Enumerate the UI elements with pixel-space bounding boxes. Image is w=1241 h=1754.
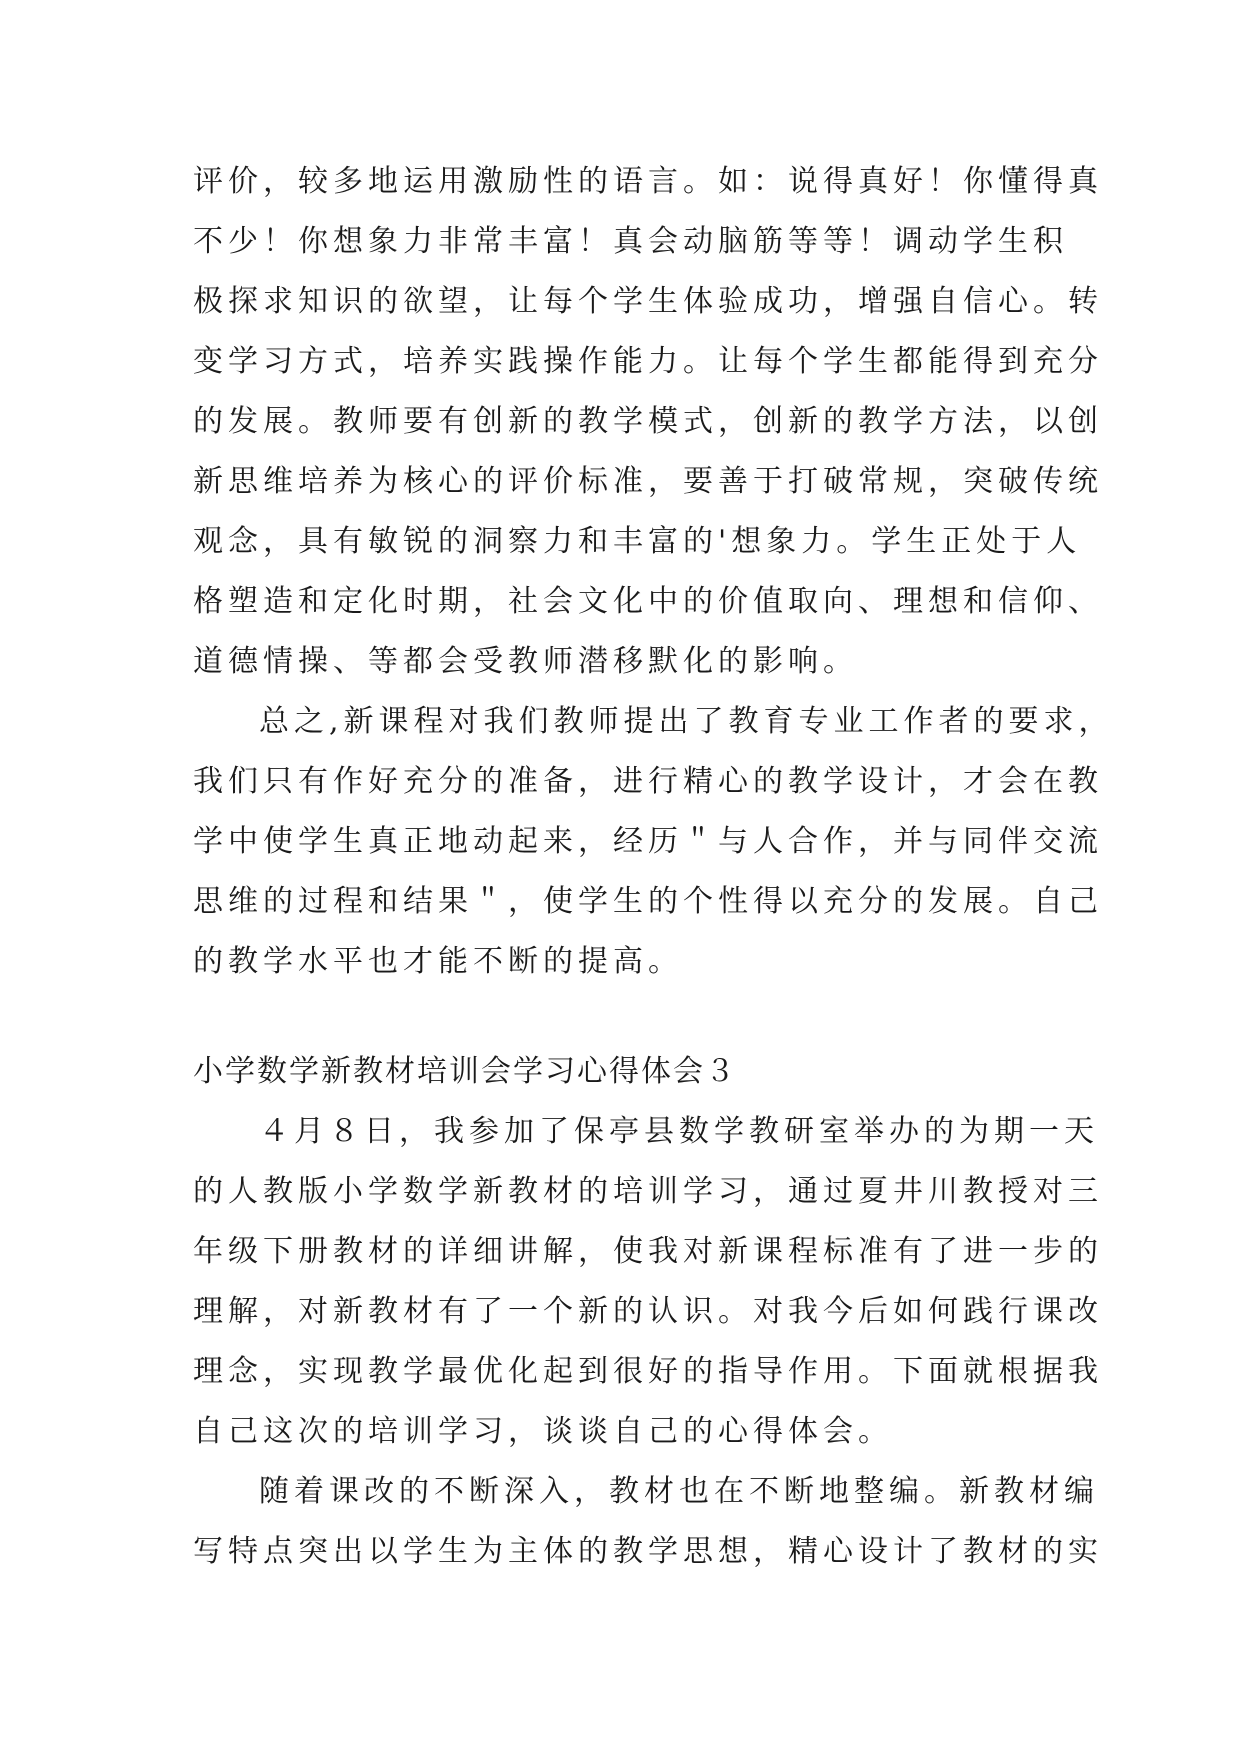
paragraph-line: 的发展。教师要有创新的教学模式，创新的教学方法，以创 [193,404,1103,439]
paragraph-line: 理念，实现教学最优化起到很好的指导作用。下面就根据我 [193,1354,1103,1389]
paragraph-line: 观念，具有敏锐的洞察力和丰富的'想象力。学生正处于人 [193,524,1082,559]
paragraph-line: 道德情操、等都会受教师潜移默化的影响。 [193,644,858,679]
paragraph-line: 我们只有作好充分的准备，进行精心的教学设计，才会在教 [193,764,1103,799]
paragraph-line: 的教学水平也才能不断的提高。 [193,944,683,979]
paragraph-line: 不少！你想象力非常丰富！真会动脑筋等等！调动学生积 [193,224,1068,259]
paragraph-line: 写特点突出以学生为主体的教学思想，精心设计了教材的实 [193,1534,1103,1569]
paragraph-line: 学中使学生真正地动起来，经历＂与人合作，并与同伴交流 [193,824,1103,859]
paragraph-line: 格塑造和定化时期，社会文化中的价值取向、理想和信仰、 [193,584,1103,619]
paragraph-line: 评价，较多地运用激励性的语言。如：说得真好！你懂得真 [193,164,1103,199]
paragraph-line: 新思维培养为核心的评价标准，要善于打破常规，突破传统 [193,464,1103,499]
paragraph-line: 变学习方式，培养实践操作能力。让每个学生都能得到充分 [193,344,1103,379]
paragraph-first-line: 总之,新课程对我们教师提出了教育专业工作者的要求， [259,704,1114,739]
paragraph-line: 的人教版小学数学新教材的培训学习，通过夏井川教授对三 [193,1174,1103,1209]
paragraph-line: 自己这次的培训学习，谈谈自己的心得体会。 [193,1414,893,1449]
paragraph-line: 思维的过程和结果＂，使学生的个性得以充分的发展。自己 [193,884,1103,919]
paragraph-line: 理解，对新教材有了一个新的认识。对我今后如何践行课改 [193,1294,1103,1329]
section-heading: 小学数学新教材培训会学习心得体会３ [193,1054,737,1089]
paragraph-first-line: 随着课改的不断深入，教材也在不断地整编。新教材编 [259,1474,1099,1509]
paragraph-first-line: ４月８日，我参加了保亭县数学教研室举办的为期一天 [259,1114,1099,1149]
paragraph-line: 年级下册教材的详细讲解，使我对新课程标准有了进一步的 [193,1234,1103,1269]
paragraph-line: 极探求知识的欲望，让每个学生体验成功，增强自信心。转 [193,284,1103,319]
